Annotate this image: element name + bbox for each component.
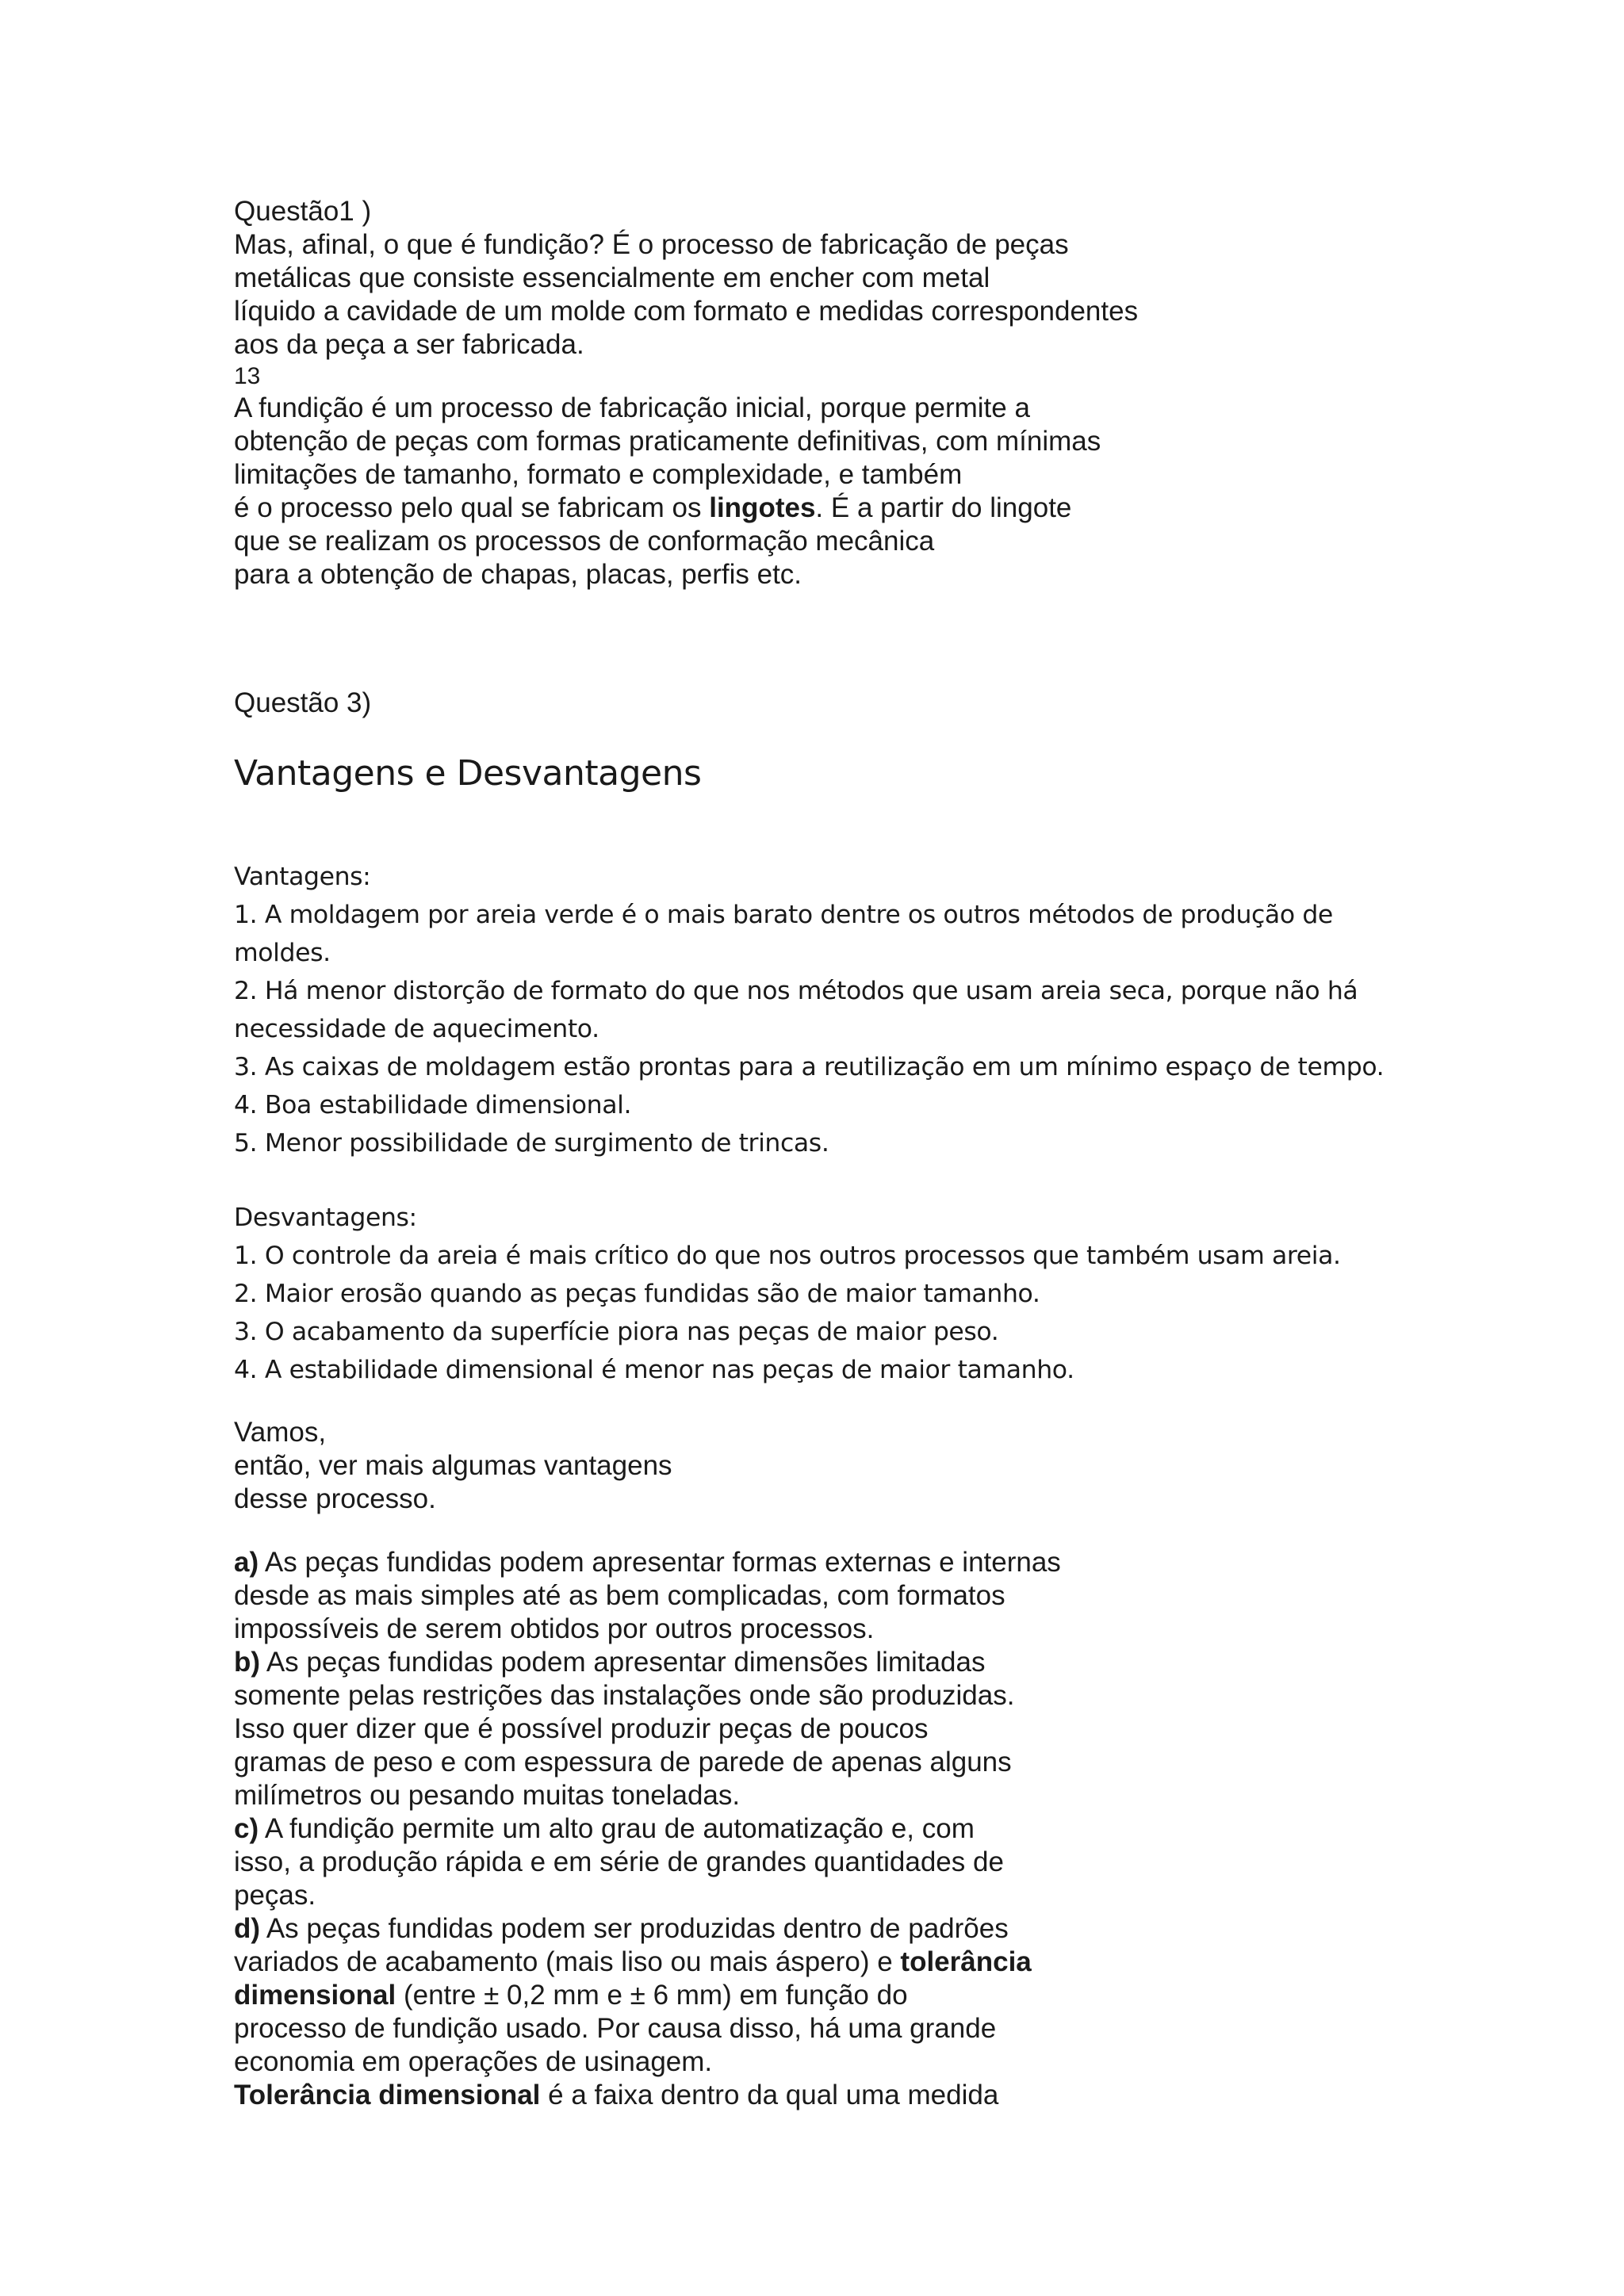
question-3-heading: Questão 3) xyxy=(234,687,372,718)
advantages-label: Vantagens: xyxy=(234,863,371,891)
item-a-line xyxy=(234,1546,1061,1579)
section-title: Vantagens e Desvantagens xyxy=(234,753,702,794)
paragraph-line: limitações de tamanho, formato e complexidade, e também xyxy=(234,459,963,490)
text-run: As peças fundidas podem apresentar formas externas e internas xyxy=(259,1547,1061,1578)
paragraph-line: metálicas que consiste essencialmente em encher com metal xyxy=(234,262,990,293)
paragraph-line: Vamos, xyxy=(234,1417,327,1448)
paragraph-line: somente pelas restrições das instalações onde são produzidas. xyxy=(234,1680,1015,1711)
list-item: moldes. xyxy=(234,939,331,967)
item-marker: b) xyxy=(234,1647,261,1678)
paragraph-line xyxy=(234,1946,1061,1979)
paragraph-line: gramas de peso e com espessura de parede de apenas alguns xyxy=(234,1747,1012,1777)
list-item: 4. A estabilidade dimensional é menor nas peças de maior tamanho. xyxy=(234,1356,1074,1384)
paragraph-line: então, ver mais algumas vantagens xyxy=(234,1450,672,1481)
disadvantages-label: Desvantagens: xyxy=(234,1203,417,1232)
list-item: 3. O acabamento da superfície piora nas peças de maior peso. xyxy=(234,1318,999,1346)
question-1-section xyxy=(234,195,1138,591)
page-number: 13 xyxy=(234,363,261,389)
text-run: variados de acabamento (mais liso ou mais áspero) e xyxy=(234,1946,901,1977)
item-d-line xyxy=(234,1912,1061,1946)
disadvantages-section xyxy=(234,1199,1341,1389)
text-run: é o processo pelo qual se fabricam os xyxy=(234,492,710,523)
definition-line xyxy=(234,2079,1061,2112)
paragraph-line: para a obtenção de chapas, placas, perfis etc. xyxy=(234,559,802,590)
text-run: (entre ± 0,2 mm e ± 6 mm) em função do xyxy=(396,1980,908,2011)
advantages-section xyxy=(234,858,1384,1162)
item-marker: c) xyxy=(234,1813,259,1844)
paragraph-line: peças. xyxy=(234,1880,316,1911)
list-item: 3. As caixas de moldagem estão prontas para a reutilização em um mínimo espaço de tempo. xyxy=(234,1053,1385,1081)
paragraph-line: desse processo. xyxy=(234,1483,436,1514)
question-1-heading: Questão1 ) xyxy=(234,196,372,227)
item-c-line xyxy=(234,1812,1061,1846)
paragraph-line xyxy=(234,492,1138,525)
item-b-line xyxy=(234,1646,1061,1679)
paragraph-line: líquido a cavidade de um molde com formato e medidas correspondentes xyxy=(234,296,1139,327)
text-run: As peças fundidas podem ser produzidas dentro de padrões xyxy=(260,1913,1009,1944)
paragraph-line: impossíveis de serem obtidos por outros processos. xyxy=(234,1613,875,1644)
paragraph-line: economia em operações de usinagem. xyxy=(234,2046,713,2077)
list-item: 2. Maior erosão quando as peças fundidas são de maior tamanho. xyxy=(234,1280,1040,1308)
text-run: é a faixa dentro da qual uma medida xyxy=(540,2080,999,2110)
list-item: 1. A moldagem por areia verde é o mais barato dentre os outros métodos de produção de xyxy=(234,901,1333,929)
paragraph-line: desde as mais simples até as bem complicadas, com formatos xyxy=(234,1580,1005,1611)
paragraph-line: aos da peça a ser fabricada. xyxy=(234,329,584,360)
item-marker: a) xyxy=(234,1547,259,1578)
bold-term-dimensional: dimensional xyxy=(234,1980,396,2011)
paragraph-line: A fundição é um processo de fabricação inicial, porque permite a xyxy=(234,392,1030,423)
bold-term-tolerancia-dimensional: Tolerância dimensional xyxy=(234,2080,541,2110)
paragraph-line: processo de fundição usado. Por causa disso, há uma grande xyxy=(234,2013,997,2044)
paragraph-line: Mas, afinal, o que é fundição? É o processo de fabricação de peças xyxy=(234,229,1069,260)
advantages-detail-list xyxy=(234,1546,1061,2112)
intro-paragraph xyxy=(234,1416,672,1516)
paragraph-line: milímetros ou pesando muitas toneladas. xyxy=(234,1780,741,1811)
bold-term-lingotes: lingotes xyxy=(709,492,816,523)
item-marker: d) xyxy=(234,1913,261,1944)
paragraph-line: Isso quer dizer que é possível produzir peças de poucos xyxy=(234,1713,929,1744)
paragraph-line: que se realizam os processos de conformação mecânica xyxy=(234,526,935,557)
list-item: 1. O controle da areia é mais crítico do que nos outros processos que também usam areia. xyxy=(234,1242,1341,1270)
paragraph-line: isso, a produção rápida e em série de grandes quantidades de xyxy=(234,1846,1004,1877)
paragraph-line: obtenção de peças com formas praticamente definitivas, com mínimas xyxy=(234,426,1101,457)
text-run: As peças fundidas podem apresentar dimensões limitadas xyxy=(260,1647,986,1678)
text-run: . É a partir do lingote xyxy=(815,492,1072,523)
list-item: 2. Há menor distorção de formato do que nos métodos que usam areia seca, porque não há xyxy=(234,977,1358,1005)
bold-term-tolerancia: tolerância xyxy=(900,1946,1032,1977)
list-item: 4. Boa estabilidade dimensional. xyxy=(234,1091,632,1119)
paragraph-line xyxy=(234,1979,1061,2012)
list-item: 5. Menor possibilidade de surgimento de trincas. xyxy=(234,1129,829,1158)
list-item: necessidade de aquecimento. xyxy=(234,1015,599,1043)
text-run: A fundição permite um alto grau de automatização e, com xyxy=(259,1813,975,1844)
